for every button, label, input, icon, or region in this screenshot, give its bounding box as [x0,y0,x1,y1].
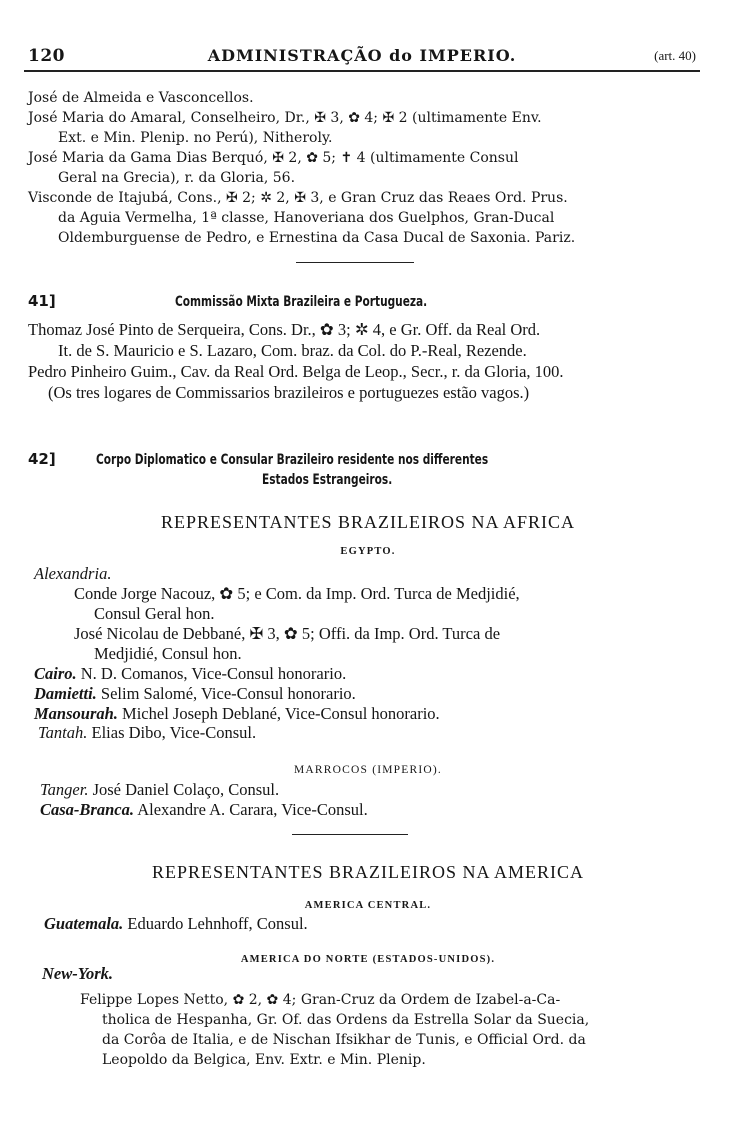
text-line: tholica de Hespanha, Gr. Of. das Ordens da Estrella Solar da Suecia, [102,1012,590,1028]
text-line: Felippe Lopes Netto, ✿ 2, ✿ 4; Gran-Cruz da Ordem de Izabel-a-Ca- [80,992,561,1008]
text-line: José Maria do Amaral, Conselheiro, Dr., ✠ 3, ✿ 4; ✠ 2 (ultimamente Env. [28,110,542,126]
text-line: Geral na Grecia), r. da Gloria, 56. [58,170,296,186]
entry-text: José Daniel Colaço, Consul. [92,780,280,799]
text-line: José Nicolau de Debbané, ✠ 3, ✿ 5; Offi. da Imp. Ord. Turca de [74,624,501,643]
africa-title: REPRESENTANTES BRAZILEIROS NA AFRICA [160,512,576,532]
text-line: da Corôa de Italia, e de Nischan Ifsikhar de Tunis, e Official Ord. da [102,1032,586,1048]
entry-text: N. D. Comanos, Vice-Consul honorario. [80,664,347,683]
section-divider [296,262,414,263]
entry-text: Michel Joseph Deblané, Vice-Consul honorario. [122,704,440,723]
place-label: Casa-Branca. [40,800,134,819]
city-entry [34,664,346,684]
central-america-label: AMERICA CENTRAL. [304,900,432,911]
north-america-label: AMERICA DO NORTE (ESTADOS-UNIDOS). [240,954,496,965]
header-rule [24,70,700,72]
section-number: 42] [28,450,56,468]
text-line: Conde Jorge Nacouz, ✿ 5; e Com. da Imp. Ord. Turca de Medjidié, [74,584,520,603]
text-line: José de Almeida e Vasconcellos. [28,90,254,106]
entry-text: Alexandre A. Carara, Vice-Consul. [137,800,368,819]
place-label: New-York. [42,964,114,983]
text-line: Leopoldo da Belgica, Env. Extr. e Min. Plenip. [102,1052,426,1068]
text-line: Pedro Pinheiro Guim., Cav. da Real Ord. Belga de Leop., Secr., r. da Gloria, 100. [28,362,564,381]
running-header [28,42,696,66]
section-divider [292,834,408,835]
place-label: Guatemala. [44,914,124,933]
running-title: ADMINISTRAÇÃO do IMPERIO. [207,46,517,65]
text-line: Ext. e Min. Plenip. no Perú), Nitheroly. [58,130,333,146]
city-entry [34,684,356,704]
egypt-label: EGYPTO. [340,546,396,557]
america-title: REPRESENTANTES BRAZILEIROS NA AMERICA [151,862,585,882]
text-line: José Maria da Gama Dias Berquó, ✠ 2, ✿ 5; ✝ 4 (ultimamente Consul [28,150,519,166]
section-heading: Corpo Diplomatico e Consular Brazileiro residente nos differentes [96,452,489,468]
place-label: Cairo. [34,664,77,683]
city-entry [34,704,440,724]
text-line: Thomaz José Pinto de Serqueira, Cons. Dr., ✿ 3; ✲ 4, e Gr. Off. da Real Ord. [28,320,541,339]
city-entry [44,914,308,934]
place-label: Damietti. [34,684,97,703]
section-number: 41] [28,292,56,310]
city-entry [40,800,368,820]
text-line: (Os tres logares de Commissarios brazileiros e portuguezes estão vagos.) [48,383,530,402]
article-reference: (art. 40) [654,48,696,63]
text-line: Medjidié, Consul hon. [94,644,242,663]
section-heading-continued: Estados Estrangeiros. [262,472,393,488]
entry-text: Eduardo Lehnhoff, Consul. [127,914,308,933]
text-line: Oldemburguense de Pedro, e Ernestina da Casa Ducal de Saxonia. Pariz. [58,230,576,246]
place-label: Tanger. [40,780,89,799]
place-label: Tantah. [38,723,88,742]
text-line: da Aguia Vermelha, 1ª classe, Hanoveriana dos Guelphos, Gran-Ducal [58,210,555,226]
section-heading: Commissão Mixta Brazileira e Portugueza. [175,294,428,310]
text-line: Visconde de Itajubá, Cons., ✠ 2; ✲ 2, ✠ 3, e Gran Cruz das Reaes Ord. Prus. [28,190,568,206]
entry-text: Selim Salomé, Vice-Consul honorario. [100,684,356,703]
place-label: Alexandria. [34,564,112,583]
text-line: It. de S. Mauricio e S. Lazaro, Com. braz. da Col. do P.-Real, Rezende. [58,341,527,360]
text-line: Consul Geral hon. [94,604,215,623]
city-entry [40,780,279,800]
entry-text: Elias Dibo, Vice-Consul. [91,723,257,742]
place-label: Mansourah. [34,704,118,723]
morocco-label: MARROCOS (IMPERIO). [293,764,443,776]
page-number: 120 [28,46,65,66]
city-entry [38,723,256,743]
